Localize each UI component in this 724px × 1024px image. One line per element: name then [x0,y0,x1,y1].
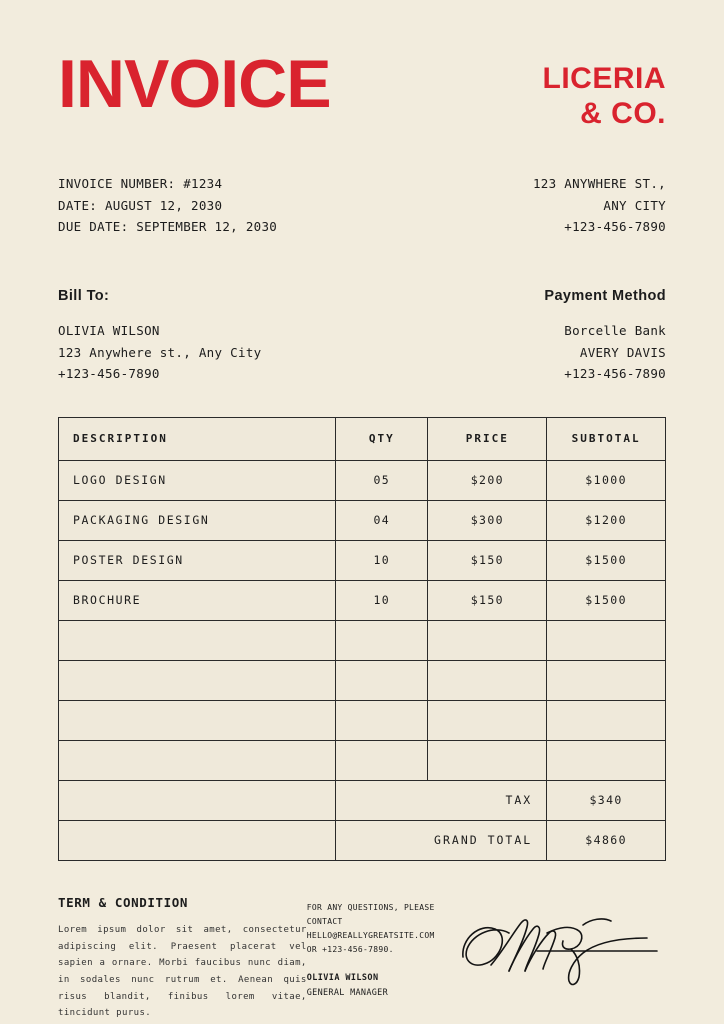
cell-price [428,660,547,700]
cell-description [59,700,336,740]
table-row [59,460,666,500]
company-logo [543,52,667,131]
terms-heading: TERM & CONDITION [58,894,189,910]
payment-phone: +123-456-7890 [564,366,666,382]
invoice-meta-left [58,173,277,238]
document-footer [58,895,666,1022]
grand-total-label: GRAND TOTAL [336,820,547,860]
signer-name: OLIVIA WILSON [306,972,379,983]
company-address [533,173,666,238]
cell-price: $150 [428,540,547,580]
company-name-line-1: LICERIA [542,62,666,95]
table-row-empty [59,620,666,660]
payment-account-name: AVERY DAVIS [579,344,666,360]
page-title: INVOICE [58,46,331,122]
tax-label: TAX [336,780,547,820]
column-header-subtotal: SUBTOTAL [547,417,666,460]
cell-qty [336,700,428,740]
grand-total-row [59,820,666,860]
cell-qty [336,620,428,660]
table-header [59,417,666,460]
tax-value: $340 [547,780,666,820]
cell-description: POSTER DESIGN [59,540,336,580]
cell-qty: 10 [336,540,428,580]
cell-subtotal: $1500 [547,580,666,620]
cell-qty [336,740,428,780]
invoice-due-date: DUE DATE: SEPTEMBER 12, 2030 [58,219,278,234]
cell-subtotal [547,700,666,740]
cell-subtotal: $1200 [547,500,666,540]
cell-subtotal [547,660,666,700]
company-name-line-2: & CO. [580,96,666,130]
contact-block [307,895,451,1022]
table-header-row [59,417,666,460]
payment-method-block [544,284,666,385]
cell-price: $150 [428,580,547,620]
company-phone: +123-456-7890 [564,219,666,234]
cell-price [428,700,547,740]
cell-qty: 05 [336,460,428,500]
cell-price [428,620,547,660]
tax-spacer [59,780,336,820]
bill-to-phone: +123-456-7890 [58,366,160,382]
column-header-description: DESCRIPTION [59,417,336,460]
payment-method-heading: Payment Method [544,287,666,304]
contact-email[interactable]: HELLO@REALLYGREATSITE.COM [306,930,435,940]
contact-phone: OR +123-456-7890. [306,944,394,954]
table-row [59,580,666,620]
cell-subtotal [547,620,666,660]
column-header-price: PRICE [428,417,547,460]
invoice-number: INVOICE NUMBER: #1234 [58,176,223,191]
cell-price: $200 [428,460,547,500]
signature-block [451,895,666,1022]
contact-questions-line-1: FOR ANY QUESTIONS, PLEASE [306,902,435,912]
line-items-table [58,417,666,861]
table-row [59,540,666,580]
cell-qty: 10 [336,580,428,620]
table-row-empty [59,740,666,780]
cell-subtotal: $1500 [547,540,666,580]
document-header [58,0,666,131]
bill-to-address: 123 Anywhere st., Any City [58,344,262,360]
table-row [59,500,666,540]
invoice-date: DATE: AUGUST 12, 2030 [58,197,223,213]
cell-description [59,620,336,660]
company-address-line-2: ANY CITY [603,197,666,213]
table-body [59,460,666,860]
column-header-qty: QTY [336,417,428,460]
table-row-empty [59,660,666,700]
cell-subtotal [547,740,666,780]
cell-price [428,740,547,780]
terms-block [58,895,307,1022]
cell-description [59,660,336,700]
cell-subtotal: $1000 [547,460,666,500]
grand-total-value: $4860 [547,820,666,860]
cell-description: PACKAGING DESIGN [59,500,336,540]
tax-row [59,780,666,820]
cell-description [59,740,336,780]
payment-bank: Borcelle Bank [564,323,666,339]
cell-price: $300 [428,500,547,540]
company-address-line-1: 123 ANYWHERE ST., [532,176,666,191]
grand-total-spacer [59,820,336,860]
cell-description: BROCHURE [59,580,336,620]
contact-questions-line-2: CONTACT [306,916,343,926]
bill-to-name: OLIVIA WILSON [58,323,160,339]
bill-to-block [58,284,261,385]
bill-to-heading: Bill To: [58,287,110,304]
billing-section [58,284,666,385]
cell-qty: 04 [336,500,428,540]
table-row-empty [59,700,666,740]
terms-body: Lorem ipsum dolor sit amet, consectetur adipiscing elit. Praesent placerat vel sapien a ornare. Morbi faucibus nunc diam, in sodales nunc rutrum et. Aenean quis risus blandit, finibus lorem vitae, tincidunt purus. [58,924,307,1019]
contact-questions [307,901,451,957]
cell-qty [336,660,428,700]
cell-description: LOGO DESIGN [59,460,336,500]
invoice-meta [58,173,666,238]
signature-icon [451,905,666,995]
signer-role: GENERAL MANAGER [306,987,388,998]
